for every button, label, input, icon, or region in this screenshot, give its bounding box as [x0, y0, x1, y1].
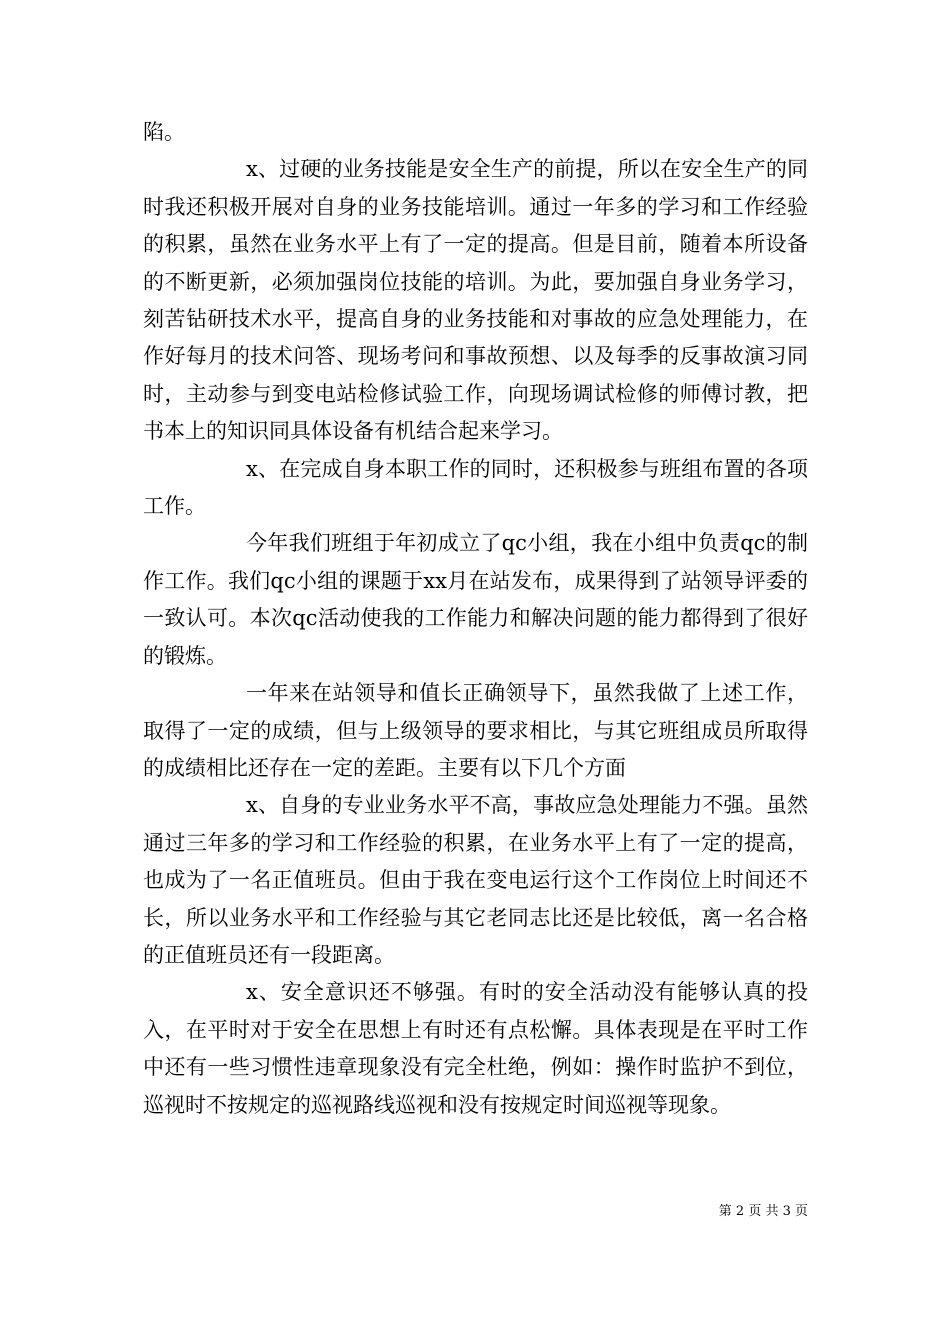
paragraph-3: x、在完成自身本职工作的同时，还积极参与班组布置的各项工作。 — [143, 456, 808, 519]
paragraph-2: x、过硬的业务技能是安全生产的前提，所以在安全生产的同时我还积极开展对自身的业务技能培训。通过一年多的学习和工作经验的积累，虽然在业务水平上有了一定的提高。但是目前，随着本所设备的不断更新，必须加强岗位技能的培训。为此，要加强自身业务学习，刻苦钻研技术水平，提高自身的业务技能和对事故的应急处理能力，在作好每月的技术问答、现场考问和事故预想、以及每季的反事故演习同时，主动参与到变电站检修试验工作，向现场调试检修的师傅讨教，把书本上的知识同具体设备有机结合起来学习。 — [143, 157, 808, 444]
page-footer: 第 2 页 共 3 页 — [718, 1204, 808, 1219]
paragraph-5: 一年来在站领导和值长正确领导下，虽然我做了上述工作，取得了一定的成绩，但与上级领导的要求相比，与其它班组成员所取得的成绩相比还存在一定的差距。主要有以下几个方面 — [143, 681, 808, 780]
paragraph-6: x、自身的专业业务水平不高，事故应急处理能力不强。虽然通过三年多的学习和工作经验的积累，在业务水平上有了一定的提高，也成为了一名正值班员。但由于我在变电运行这个工作岗位上时间还不长，所以业务水平和工作经验与其它老同志比还是比较低，离一名合格的正值班员还有一段距离。 — [143, 793, 808, 967]
body-text — [143, 114, 808, 1124]
paragraph-1: 陷。 — [143, 120, 185, 144]
paragraph-7: x、安全意识还不够强。有时的安全活动没有能够认真的投入，在平时对于安全在思想上有时还有点松懈。具体表现是在平时工作中还有一些习惯性违章现象没有完全杜绝，例如：操作时监护不到位，巡视时不按规定的巡视路线巡视和没有按规定时间巡视等现象。 — [143, 980, 808, 1117]
paragraph-4: 今年我们班组于年初成立了qc小组，我在小组中负责qc的制作工作。我们qc小组的课题于xx月在站发布，成果得到了站领导评委的一致认可。本次qc活动使我的工作能力和解决问题的能力都得到了很好的锻炼。 — [143, 531, 808, 668]
